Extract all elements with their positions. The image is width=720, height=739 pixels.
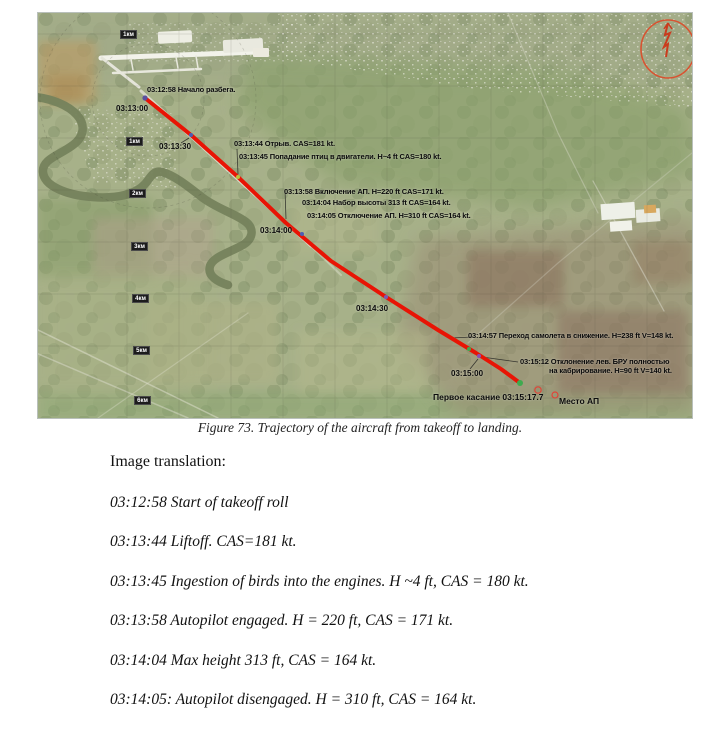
tick-touchdown (517, 380, 523, 386)
scale-marker-6km: 6км (134, 396, 151, 405)
tick-descent (467, 347, 471, 351)
map-label-elevator-deflection-2: на кабрирование. H=90 ft V=140 kt. (549, 366, 672, 375)
map-label-time-031400: 03:14:00 (260, 226, 293, 235)
tick-031500 (477, 354, 481, 358)
scale-marker-2km: 2км (129, 189, 146, 198)
map-label-takeoff-roll: 03:12:58 Начало разбега. (147, 85, 236, 94)
translation-line-ap-disengaged: 03:14:05: Autopilot disengaged. H = 310 ft, CAS = 164 kt. (110, 690, 477, 708)
map-label-autopilot-disengaged: 03:14:05 Отключение АП. H=310 ft CAS=164 kt. (307, 211, 471, 220)
figure-caption: Figure 73. Trajectory of the aircraft from takeoff to landing. (197, 420, 523, 435)
map-label-accident-site: Место АП (559, 396, 600, 406)
tick-031430 (384, 295, 388, 299)
tick-031330 (189, 133, 193, 137)
map-label-time-031500: 03:15:00 (451, 369, 484, 378)
translation-line-ap-engaged: 03:13:58 Autopilot engaged. H = 220 ft, CAS = 171 kt. (110, 612, 454, 630)
trajectory-map-figure (37, 12, 693, 419)
scale-marker-1km: 1км (126, 137, 143, 146)
translation-line-liftoff: 03:13:44 Liftoff. CAS=181 kt. (110, 533, 297, 551)
translation-heading: Image translation: (110, 453, 226, 470)
translation-line-bird-ingestion: 03:13:45 Ingestion of birds into the engines. H ~4 ft, CAS = 180 kt. (110, 572, 529, 590)
map-label-first-touchdown: Первое касание 03:15:17.7 (433, 392, 544, 402)
map-label-time-031430: 03:14:30 (356, 304, 389, 313)
map-label-descent-start: 03:14:57 Переход самолета в снижение. H=238 ft V=148 kt. (468, 331, 674, 340)
tick-liftoff (236, 175, 240, 179)
map-label-autopilot-engaged: 03:13:58 Включение АП. H=220 ft CAS=171 kt. (284, 187, 444, 196)
tick-031400 (300, 232, 304, 236)
tick-start-of-roll (142, 95, 147, 100)
scale-marker-3km: 3км (131, 242, 148, 251)
translation-block (110, 452, 670, 729)
translation-line-max-height: 03:14:04 Max height 313 ft, CAS = 164 kt. (110, 651, 377, 669)
scale-marker-1km-north: 1км (120, 30, 137, 39)
map-label-bird-ingestion: 03:13:45 Попадание птиц в двигатели. H~4 ft CAS=180 kt. (239, 152, 442, 161)
translation-line-takeoff-roll: 03:12:58 Start of takeoff roll (110, 494, 289, 511)
scale-marker-5km: 5км (133, 346, 150, 355)
map-label-time-031300: 03:13:00 (116, 104, 149, 113)
map-label-time-031330: 03:13:30 (159, 142, 192, 151)
map-label-max-height: 03:14:04 Набор высоты 313 ft CAS=164 kt. (302, 198, 451, 207)
scale-marker-4km: 4км (132, 294, 149, 303)
map-label-elevator-deflection: 03:15:12 Отклонение лев. БРУ полностью (520, 357, 670, 366)
map-label-liftoff: 03:13:44 Отрыв. CAS=181 kt. (234, 139, 335, 148)
